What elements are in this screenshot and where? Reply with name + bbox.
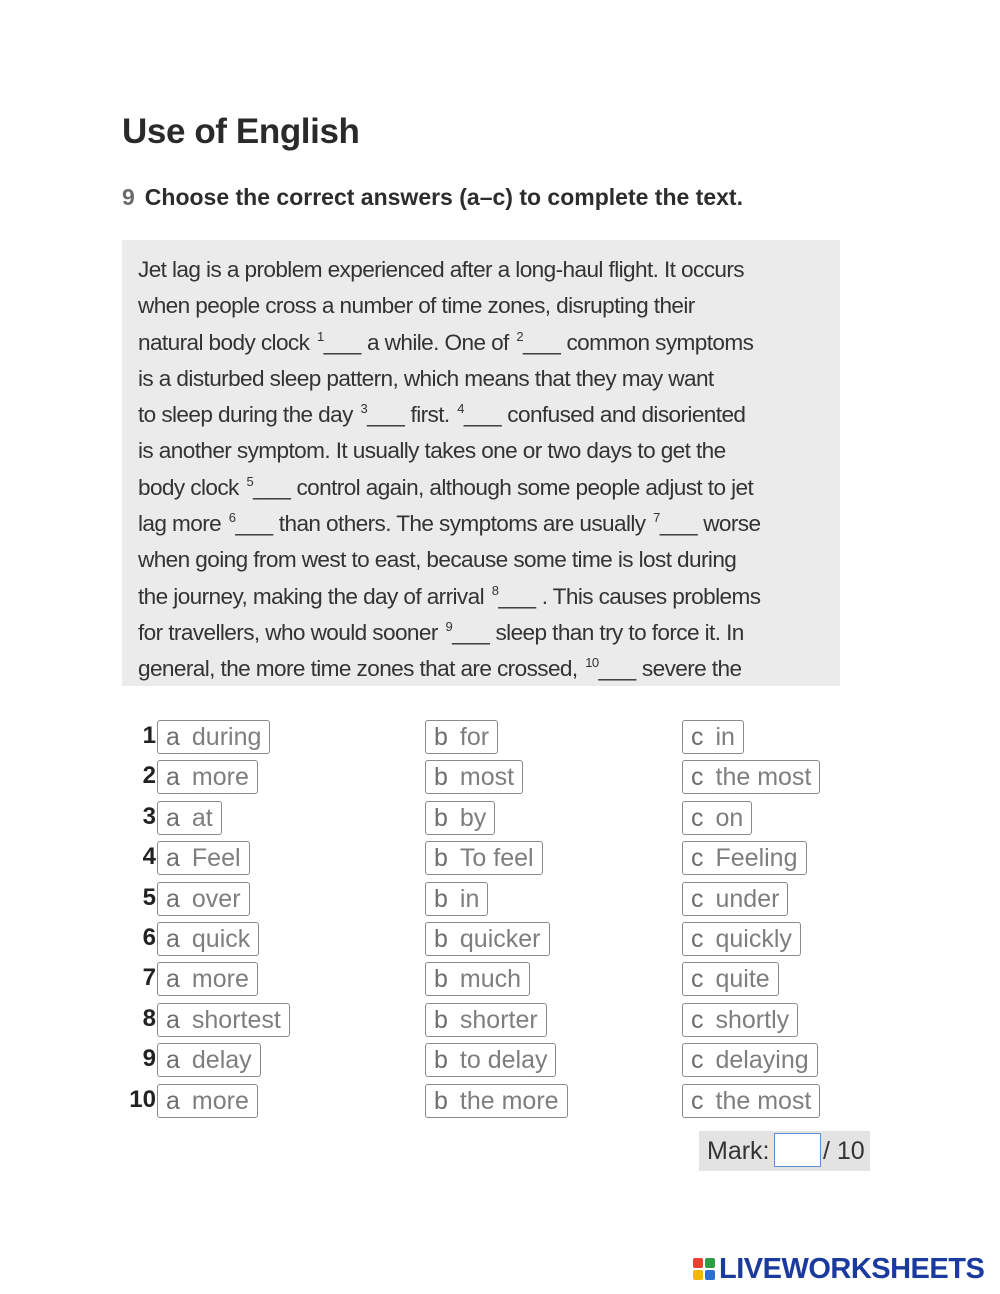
option-letter: a: [166, 925, 180, 953]
option-letter: a: [166, 844, 180, 873]
option-text: quick: [191, 925, 251, 953]
gap-blank: ___: [659, 511, 698, 537]
option-letter: b: [434, 1046, 448, 1075]
question-number: 6: [142, 924, 156, 951]
option-text: the most: [715, 763, 812, 792]
option-text: more: [191, 763, 249, 792]
option-letter: b: [434, 803, 448, 832]
gap-blank: ___: [367, 402, 405, 428]
passage-fragment: is another symptom. It usually takes one or two days to get the: [138, 438, 726, 464]
answer-option-b[interactable]: [425, 1043, 556, 1077]
gap-blank: ___: [463, 402, 502, 428]
answer-option-c[interactable]: [682, 841, 807, 875]
option-text: on: [715, 803, 744, 832]
option-text: most: [459, 763, 515, 792]
option-text: To feel: [459, 844, 534, 873]
mark-total: / 10: [823, 1137, 865, 1165]
answer-option-b[interactable]: [425, 720, 498, 754]
option-text: more: [191, 1086, 249, 1115]
gap-number: 3: [360, 401, 368, 417]
answer-option-a[interactable]: [157, 1084, 258, 1118]
question-number: 10: [129, 1085, 156, 1113]
mark-input[interactable]: [774, 1133, 821, 1167]
logo-square: [705, 1258, 715, 1268]
option-letter: b: [434, 884, 448, 913]
option-letter: c: [691, 965, 704, 994]
option-text: by: [459, 803, 487, 832]
question-number: 1: [142, 722, 156, 749]
passage-fragment: severe the: [636, 656, 742, 682]
exercise-instruction: [122, 184, 743, 211]
gap-number: 4: [457, 401, 464, 417]
gap-number: 1: [317, 328, 324, 344]
answer-option-a[interactable]: [157, 1003, 290, 1037]
answer-option-c[interactable]: [682, 1043, 818, 1077]
gap-number: 9: [445, 618, 453, 634]
option-text: Feel: [191, 844, 241, 873]
option-text: at: [191, 803, 213, 832]
option-text: shortly: [715, 1005, 790, 1034]
logo-text: LIVEWORKSHEETS: [719, 1253, 985, 1285]
answer-option-b[interactable]: [425, 962, 530, 996]
answer-option-b[interactable]: [425, 922, 550, 956]
gap-number: 7: [653, 510, 660, 526]
passage-fragment: is a disturbed sleep pattern, which means that they may want: [138, 365, 714, 391]
gap-blank: ___: [598, 656, 637, 682]
question-number: 3: [142, 802, 156, 830]
answer-option-a[interactable]: [157, 801, 222, 835]
liveworksheets-logo: [693, 1254, 984, 1284]
option-text: the most: [715, 1086, 812, 1115]
mark-label: Mark:: [707, 1137, 770, 1165]
answer-option-c[interactable]: [682, 882, 788, 916]
question-number: 2: [142, 762, 156, 790]
answer-option-b[interactable]: [425, 1003, 547, 1037]
passage-fragment: to sleep during the day: [138, 402, 359, 428]
answer-option-a[interactable]: [157, 720, 270, 754]
option-letter: c: [691, 1046, 704, 1075]
option-text: quickly: [715, 925, 792, 953]
option-text: in: [715, 723, 735, 751]
section-title: Use of English: [122, 112, 360, 151]
option-text: during: [191, 723, 262, 751]
gap-number: 2: [516, 328, 524, 344]
question-number: 8: [142, 1004, 156, 1032]
answer-option-c[interactable]: [682, 1003, 798, 1037]
answer-option-a[interactable]: [157, 760, 258, 794]
answer-option-c[interactable]: [682, 720, 744, 754]
option-letter: b: [434, 723, 448, 751]
logo-square: [705, 1270, 715, 1280]
option-letter: c: [691, 723, 704, 751]
passage-fragment: for travellers, who would sooner: [138, 619, 444, 645]
option-letter: c: [691, 925, 704, 953]
passage-fragment: worse: [697, 511, 761, 537]
option-letter: b: [434, 965, 448, 994]
option-letter: c: [691, 1005, 704, 1034]
option-letter: b: [434, 925, 448, 953]
answer-option-b[interactable]: [425, 841, 543, 875]
option-letter: b: [434, 763, 448, 792]
answer-option-b[interactable]: [425, 1084, 568, 1118]
option-text: to delay: [459, 1046, 548, 1075]
option-letter: a: [166, 763, 180, 792]
answer-option-b[interactable]: [425, 801, 495, 835]
option-letter: c: [691, 844, 704, 873]
question-number: 4: [142, 843, 156, 871]
option-text: shortest: [191, 1005, 281, 1034]
gap-blank: ___: [452, 619, 490, 645]
option-letter: a: [166, 1086, 180, 1115]
answer-option-a[interactable]: [157, 882, 250, 916]
option-letter: a: [166, 965, 180, 994]
gap-blank: ___: [253, 474, 291, 500]
option-text: delay: [191, 1046, 252, 1075]
option-text: delaying: [715, 1046, 809, 1075]
answer-option-c[interactable]: [682, 962, 779, 996]
option-letter: c: [691, 1086, 704, 1115]
passage-fragment: control again, although some people adjust to jet: [290, 474, 754, 500]
gap-number: 6: [228, 510, 236, 526]
option-letter: b: [434, 1086, 448, 1115]
option-letter: b: [434, 1005, 448, 1034]
question-number: 7: [142, 964, 156, 992]
answer-option-c[interactable]: [682, 760, 820, 794]
option-letter: a: [166, 884, 180, 913]
passage-fragment: when going from west to east, because some time is lost during: [138, 547, 737, 573]
question-number: 9: [142, 1045, 156, 1073]
option-text: in: [459, 884, 480, 913]
option-text: quicker: [459, 925, 541, 953]
gap-number: 10: [585, 655, 599, 671]
option-letter: c: [691, 763, 704, 792]
option-letter: a: [166, 803, 180, 832]
gap-blank: ___: [235, 511, 274, 537]
passage-fragment: confused and disoriented: [501, 402, 746, 428]
option-letter: c: [691, 803, 704, 832]
passage-fragment: sleep than try to force it. In: [489, 619, 744, 645]
answer-option-b[interactable]: [425, 882, 488, 916]
option-text: under: [715, 884, 780, 913]
question-number: 5: [142, 883, 156, 911]
passage-text: [122, 240, 840, 686]
logo-grid-icon: [693, 1258, 715, 1280]
passage-fragment: first.: [404, 402, 456, 428]
instruction-text: Choose the correct answers (a–c) to complete the text.: [144, 184, 743, 210]
gap-blank: ___: [323, 329, 362, 355]
option-text: much: [459, 965, 522, 994]
option-text: over: [191, 884, 241, 913]
answer-option-a[interactable]: [157, 962, 258, 996]
passage-fragment: natural body clock: [138, 329, 315, 355]
option-text: for: [459, 723, 490, 751]
option-text: Feeling: [715, 844, 798, 873]
passage-fragment: when people cross a number of time zones, disrupting their: [138, 293, 695, 319]
option-text: quite: [715, 965, 770, 994]
logo-square: [693, 1270, 703, 1280]
gap-blank: ___: [523, 329, 561, 355]
passage-fragment: lag more: [138, 511, 227, 537]
option-letter: a: [166, 1046, 180, 1075]
answer-option-a[interactable]: [157, 922, 259, 956]
passage-fragment: Jet lag is a problem experienced after a long-haul flight. It occurs: [138, 257, 744, 282]
passage-fragment: . This causes problems: [536, 583, 761, 609]
option-letter: b: [434, 844, 448, 873]
passage-fragment: a while. One of: [361, 329, 515, 355]
passage-fragment: body clock: [138, 474, 245, 500]
gap-number: 5: [246, 473, 254, 489]
answer-option-a[interactable]: [157, 1043, 261, 1077]
gap-blank: ___: [498, 583, 537, 609]
gap-number: 8: [491, 582, 499, 598]
answer-option-b[interactable]: [425, 760, 523, 794]
option-text: more: [191, 965, 249, 994]
option-text: shorter: [459, 1005, 538, 1034]
mark-box: [699, 1131, 870, 1171]
option-letter: c: [691, 884, 704, 913]
option-letter: a: [166, 1005, 180, 1034]
logo-square: [693, 1258, 703, 1268]
answer-option-c[interactable]: [682, 922, 801, 956]
answer-option-c[interactable]: [682, 1084, 820, 1118]
answer-option-a[interactable]: [157, 841, 250, 875]
passage-fragment: common symptoms: [560, 329, 754, 355]
answer-option-c[interactable]: [682, 801, 752, 835]
passage-fragment: than others. The symptoms are usually: [273, 511, 652, 537]
option-text: the more: [459, 1086, 559, 1115]
passage-fragment: the journey, making the day of arrival: [138, 583, 490, 609]
reading-passage: [122, 240, 840, 686]
exercise-number: 9: [122, 184, 135, 210]
passage-fragment: general, the more time zones that are crossed,: [138, 656, 584, 682]
option-letter: a: [166, 723, 180, 751]
